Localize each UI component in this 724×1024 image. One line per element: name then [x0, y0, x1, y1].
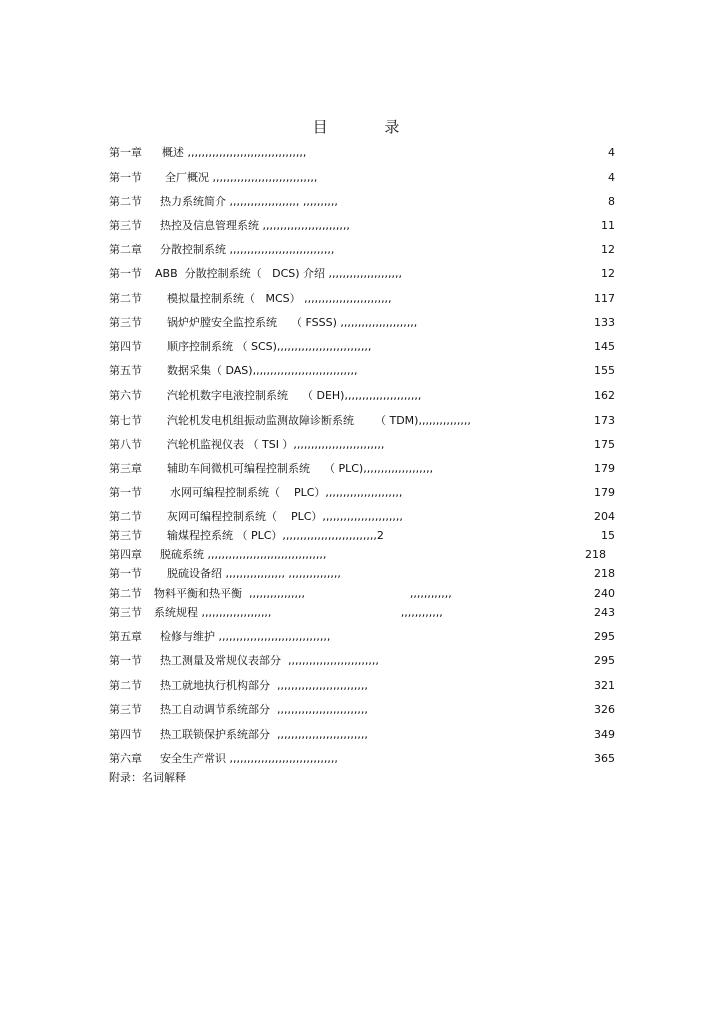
toc-entry-label: 第三节 [109, 219, 142, 232]
toc-entry[interactable] [0, 461, 724, 477]
toc-entry[interactable] [0, 437, 724, 453]
toc-entry[interactable] [0, 194, 724, 210]
toc-entry[interactable] [0, 702, 724, 718]
toc-entry-title: 安全生产常识 ,,,,,,,,,,,,,,,,,,,,,,,,,,,,,,, [160, 752, 338, 765]
toc-entry-label: 第二节 [109, 510, 142, 523]
toc-entry-label: 第六章 [109, 752, 142, 765]
toc-entry-page: 155 [594, 364, 615, 377]
toc-entry-label: 第一节 [109, 486, 142, 499]
toc-entry-label: 第二节 [109, 587, 142, 600]
toc-entry-title: 热工联锁保护系统部分 ,,,,,,,,,,,,,,,,,,,,,,,,,, [160, 728, 368, 741]
toc-entry[interactable] [0, 629, 724, 645]
toc-entry-title: 热工自动调节系统部分 ,,,,,,,,,,,,,,,,,,,,,,,,,, [160, 703, 368, 716]
toc-entry-label: 第四节 [109, 340, 142, 353]
toc-entry-title: 水网可编程控制系统（ PLC）,,,,,,,,,,,,,,,,,,,,,, [170, 486, 403, 499]
toc-entry-page: 8 [608, 195, 615, 208]
toc-entry-label: 第三节 [109, 529, 142, 542]
toc-entry-title: 模拟量控制系统（ MCS） ,,,,,,,,,,,,,,,,,,,,,,,,, [167, 292, 392, 305]
toc-entry-label: 第四章 [109, 548, 142, 561]
toc-entry-label: 第一节 [109, 567, 142, 580]
toc-entry-title: 检修与维护 ,,,,,,,,,,,,,,,,,,,,,,,,,,,,,,,, [160, 630, 331, 643]
toc-entry-label: 第二节 [109, 292, 142, 305]
toc-entry-page: 12 [601, 243, 615, 256]
toc-entry-page: 133 [594, 316, 615, 329]
toc-entry-title: 全厂概况 ,,,,,,,,,,,,,,,,,,,,,,,,,,,,,, [165, 171, 318, 184]
toc-entry[interactable] [0, 605, 724, 621]
toc-entry[interactable] [0, 170, 724, 186]
toc-entry-label: 第二章 [109, 243, 142, 256]
toc-entry-label: 第三节 [109, 703, 142, 716]
toc-entry-page: 243 [594, 606, 615, 619]
toc-entry[interactable] [0, 509, 724, 525]
toc-entry-title: 灰网可编程控制系统（ PLC）,,,,,,,,,,,,,,,,,,,,,,, [167, 510, 403, 523]
toc-entry-label: 第五节 [109, 364, 142, 377]
toc-entry-label: 第一节 [109, 267, 142, 280]
toc-entry-title: 热工就地执行机构部分 ,,,,,,,,,,,,,,,,,,,,,,,,,, [160, 679, 368, 692]
toc-entry[interactable] [0, 586, 724, 602]
toc-entry-title: 输煤程控系统 （ PLC）,,,,,,,,,,,,,,,,,,,,,,,,,,,2 [167, 529, 384, 542]
toc-entry-page: 117 [594, 292, 615, 305]
toc-entry-page: 15 [601, 529, 615, 542]
toc-entry-page: 218 [585, 548, 606, 561]
toc-entry-page: 12 [601, 267, 615, 280]
appendix-entry[interactable]: 附录：名词解释 [109, 771, 186, 784]
toc-entry-title: 汽轮机监视仪表 （ TSI ）,,,,,,,,,,,,,,,,,,,,,,,,,, [167, 438, 385, 451]
toc-entry[interactable] [0, 145, 724, 161]
toc-entry-title: 汽轮机发电机组振动监测故障诊断系统 （ TDM),,,,,,,,,,,,,,, [167, 414, 471, 427]
toc-entry-page: 175 [594, 438, 615, 451]
toc-entry-label: 第二节 [109, 679, 142, 692]
toc-entry-title: 顺序控制系统 （ SCS),,,,,,,,,,,,,,,,,,,,,,,,,,, [167, 340, 372, 353]
toc-entry-page: 162 [594, 389, 615, 402]
toc-entry-page: 4 [608, 171, 615, 184]
toc-entry-page: 218 [594, 567, 615, 580]
toc-entry-page: 365 [594, 752, 615, 765]
toc-entry[interactable] [0, 547, 724, 563]
toc-entry-title: 热控及信息管理系统 ,,,,,,,,,,,,,,,,,,,,,,,,, [160, 219, 350, 232]
toc-entry-title: 汽轮机数字电液控制系统 （ DEH),,,,,,,,,,,,,,,,,,,,,, [167, 389, 422, 402]
toc-entry-page: 11 [601, 219, 615, 232]
toc-entry-page: 295 [594, 654, 615, 667]
toc-entry-page: 326 [594, 703, 615, 716]
toc-entry-title: 锅炉炉膛安全监控系统 （ FSSS) ,,,,,,,,,,,,,,,,,,,,,, [167, 316, 418, 329]
toc-entry-label: 第一节 [109, 654, 142, 667]
page-title: 目 录 [312, 118, 426, 136]
toc-entry-label: 第七节 [109, 414, 142, 427]
toc-entry-title: 热力系统简介 ,,,,,,,,,,,,,,,,,,,, ,,,,,,,,,, [160, 195, 338, 208]
toc-entry-label: 第三节 [109, 316, 142, 329]
toc-entry[interactable] [0, 388, 724, 404]
toc-entry-label: 第一节 [109, 171, 142, 184]
toc-entry[interactable] [0, 291, 724, 307]
toc-entry[interactable] [0, 315, 724, 331]
toc-entry-title: 系统规程 ,,,,,,,,,,,,,,,,,,,, ,,,,,,,,,,,, [154, 606, 443, 619]
toc-entry-label: 第三章 [109, 462, 142, 475]
toc-entry-label: 第八节 [109, 438, 142, 451]
toc-entry-page: 295 [594, 630, 615, 643]
toc-entry-page: 179 [594, 462, 615, 475]
toc-entry-page: 179 [594, 486, 615, 499]
toc-entry[interactable] [0, 266, 724, 282]
toc-entry-title: 脱硫系统 ,,,,,,,,,,,,,,,,,,,,,,,,,,,,,,,,,, [160, 548, 327, 561]
toc-entry-title: 脱硫设备绍 ,,,,,,,,,,,,,,,,, ,,,,,,,,,,,,,,, [167, 567, 341, 580]
toc-entry[interactable] [0, 566, 724, 582]
toc-entry-label: 第一章 [109, 146, 142, 159]
toc-entry[interactable] [0, 485, 724, 501]
toc-entry-label: 第六节 [109, 389, 142, 402]
toc-entry-page: 4 [608, 146, 615, 159]
toc-entry-page: 173 [594, 414, 615, 427]
toc-entry-page: 145 [594, 340, 615, 353]
toc-entry-title: 热工测量及常规仪表部分 ,,,,,,,,,,,,,,,,,,,,,,,,,, [160, 654, 379, 667]
toc-entry[interactable] [0, 339, 724, 355]
toc-entry-title: ABB 分散控制系统（ DCS) 介绍 ,,,,,,,,,,,,,,,,,,,,, [155, 267, 402, 280]
toc-entry[interactable] [0, 218, 724, 234]
toc-entry-label: 第二节 [109, 195, 142, 208]
toc-entry[interactable] [0, 653, 724, 669]
toc-entry[interactable] [0, 363, 724, 379]
toc-entry-page: 204 [594, 510, 615, 523]
toc-entry-page: 240 [594, 587, 615, 600]
toc-entry-title: 概述 ,,,,,,,,,,,,,,,,,,,,,,,,,,,,,,,,,, [162, 146, 307, 159]
toc-entry-page: 321 [594, 679, 615, 692]
toc-entry[interactable] [0, 678, 724, 694]
toc-entry[interactable] [0, 528, 724, 544]
toc-entry[interactable] [0, 413, 724, 429]
toc-entry-label: 第三节 [109, 606, 142, 619]
toc-entry-label: 第五章 [109, 630, 142, 643]
toc-entry-title: 辅助车间微机可编程控制系统 （ PLC),,,,,,,,,,,,,,,,,,,, [167, 462, 434, 475]
toc-entry[interactable] [0, 242, 724, 258]
toc-entry-title: 分散控制系统 ,,,,,,,,,,,,,,,,,,,,,,,,,,,,,, [160, 243, 335, 256]
toc-entry-label: 第四节 [109, 728, 142, 741]
toc-entry[interactable] [0, 727, 724, 743]
toc-entry-title: 物料平衡和热平衡 ,,,,,,,,,,,,,,,, ,,,,,,,,,,,, [154, 587, 452, 600]
toc-entry[interactable] [0, 751, 724, 767]
toc-entry-title: 数据采集（ DAS),,,,,,,,,,,,,,,,,,,,,,,,,,,,,, [167, 364, 358, 377]
toc-entry-page: 349 [594, 728, 615, 741]
